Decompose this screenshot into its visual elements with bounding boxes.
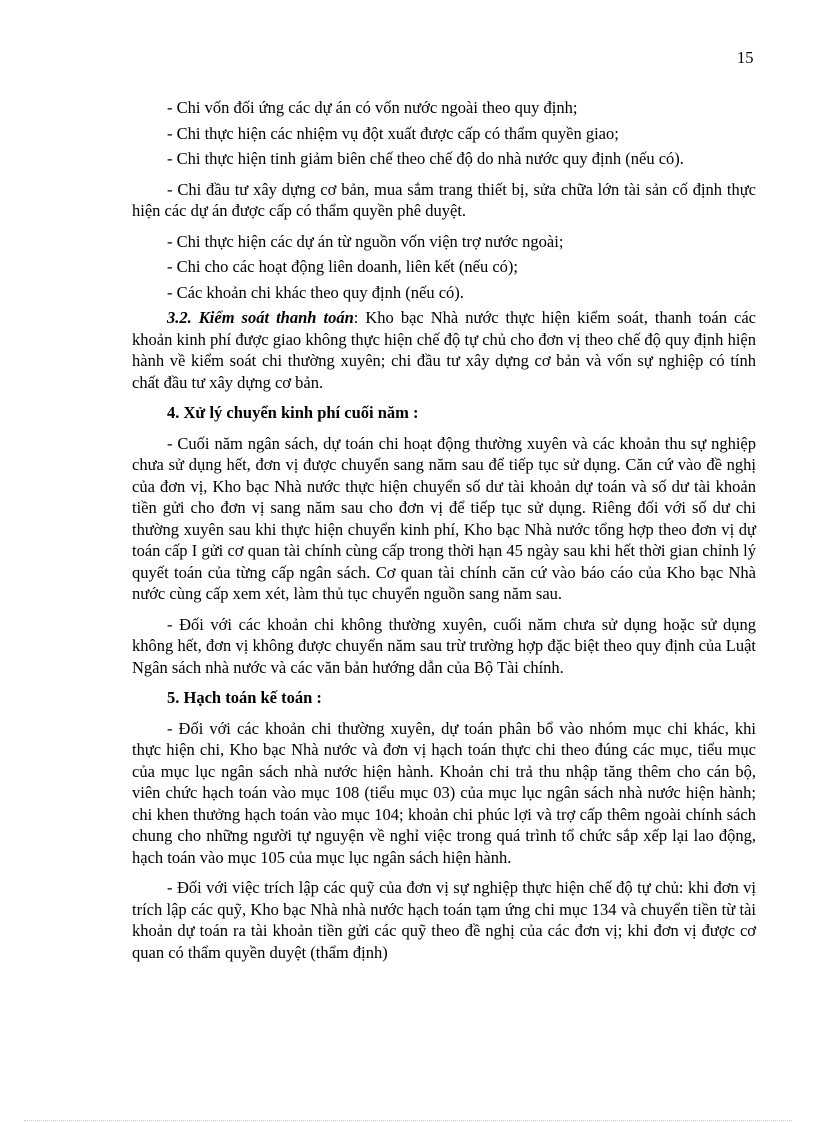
bullet-item: - Chi thực hiện tinh giảm biên chế theo chế độ do nhà nước quy định (nếu có). [167,149,684,168]
bullet-item: - Chi cho các hoạt động liên doanh, liên kết (nếu có); [167,257,518,276]
page-number: 15 [737,48,754,67]
bullet-item: - Chi vốn đối ứng các dự án có vốn nước ngoài theo quy định; [167,98,578,117]
section-5-paragraph: - Đối với các khoản chi thường xuyên, dự toán phân bổ vào nhóm mục chi khác, khi thực hiện chi, Kho bạc Nhà nước và đơn vị hạch toán thực chi theo đúng các mục, tiểu mục của mục lục ngân sách nhà nước hiện hành. Khoản chi trả thu nhập tăng thêm cho cán bộ, viên chức hạch toán vào mục 108 (tiểu mục 03) của mục lục ngân sách nhà nước hiện hành; chi khen thưởng hạch toán vào mục 104; khoản chi phúc lợi và trợ cấp thêm ngoài chính sách chung cho những người tự nguyện về nghỉ việc trong quá trình tổ chức sắp xếp lại lao động, hạch toán vào mục 105 của mục lục ngân sách hiện hành. [132,718,756,867]
bullet-item: - Chi thực hiện các nhiệm vụ đột xuất được cấp có thẩm quyền giao; [167,123,619,143]
section-4-paragraph: - Cuối năm ngân sách, dự toán chi hoạt động thường xuyên và các khoản thu sự nghiệp chưa sử dụng hết, đơn vị được chuyển sang năm sau để tiếp tục sử dụng. Căn cứ vào đề nghị của đơn vị, Kho bạc Nhà nước thực hiện chuyển số dư tài khoản dự toán và số dư tài khoản tiền gửi cho đơn vị sang năm sau cho đơn vị để tiếp tục sử dụng. Riêng đối với số dư chi thường xuyên sau khi thực hiện chuyển kinh phí, Kho bạc Nhà nước tổng hợp theo đơn vị dự toán cấp I gửi cơ quan tài chính cùng cấp trong thời hạn 45 ngày sau khi hết thời gian chỉnh lý quyết toán của từng cấp ngân sách. Cơ quan tài chính căn cứ vào báo cáo của Kho bạc Nhà nước cùng cấp xem xét, làm thủ tục chuyển nguồn sang năm sau. [132,433,756,603]
section-5-heading: 5. Hạch toán kế toán : [167,688,322,707]
bullet-item: - Chi thực hiện các dự án từ nguồn vốn viện trợ nước ngoài; [167,231,564,251]
section-3-2-heading: 3.2. Kiểm soát thanh toán [167,308,354,327]
section-4-heading: 4. Xử lý chuyển kinh phí cuối năm : [167,403,419,422]
page-bottom-rule [24,1120,792,1121]
section-5-paragraph: - Đối với việc trích lập các quỹ của đơn vị sự nghiệp thực hiện chế độ tự chủ: khi đơn vị trích lập các quỹ, Kho bạc Nhà nhà nước hạch toán tạm ứng chi mục 134 và chuyển tiền từ tài khoản dự toán ra tài khoản tiền gửi các quỹ theo đề nghị của các đơn vị; khi đơn vị được cơ quan có thẩm quyền duyệt (thẩm định) [132,878,756,962]
section-4-paragraph: - Đối với các khoản chi không thường xuyên, cuối năm chưa sử dụng hoặc sử dụng không hết, đơn vị không được chuyển năm sau trừ trường hợp đặc biệt theo quy định của Luật Ngân sách nhà nước và các văn bản hướng dẫn của Bộ Tài chính. [132,614,756,677]
section-3-2-paragraph [132,307,756,393]
bullet-item: - Chi đầu tư xây dựng cơ bản, mua sắm trang thiết bị, sửa chữa lớn tài sản cố định thực hiện các dự án được cấp có thẩm quyền phê duyệt. [132,179,756,220]
section-3-2-text: : Kho bạc Nhà nước thực hiện kiểm soát, thanh toán các khoản kinh phí được giao không thực hiện chế độ tự chủ cho đơn vị theo chế độ quy định hiện hành về kiểm soát chi thường xuyên; chi đầu tư xây dựng cơ bản và vốn sự nghiệp có tính chất đầu tư xây dựng cơ bản. [132,308,756,392]
document-body [132,97,756,972]
bullet-item: - Các khoản chi khác theo quy định (nếu có). [167,282,464,302]
